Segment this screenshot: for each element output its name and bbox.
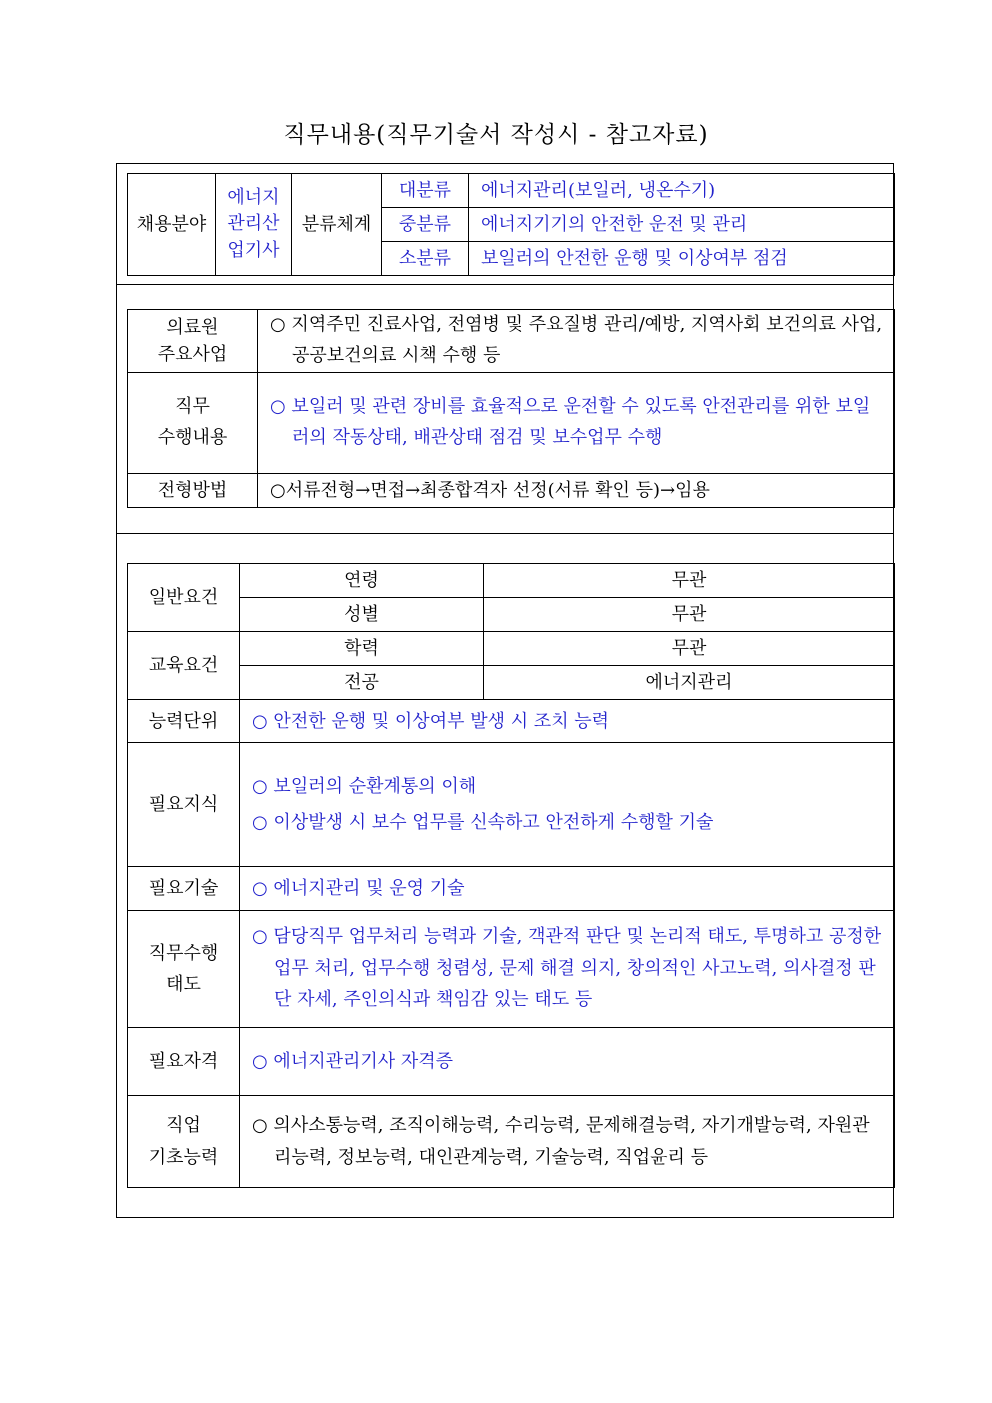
middle-class-value: 에너지기기의 안전한 운전 및 관리 — [469, 208, 895, 242]
gender-value: 무관 — [484, 598, 895, 632]
business-text: ○ 지역주민 진료사업, 전염병 및 주요질병 관리/예방, 지역사회 보건의료 사업, 공공보건의료 시책 수행 등 — [258, 310, 895, 373]
minor-class-label: 소분류 — [382, 242, 469, 276]
degree-value: 무관 — [484, 632, 895, 666]
age-label: 연령 — [240, 564, 484, 598]
knowledge-text — [240, 743, 895, 867]
skill-text: ○ 에너지관리 및 운영 기술 — [240, 867, 895, 911]
knowledge-item: ○ 이상발생 시 보수 업무를 신속하고 안전하게 수행할 기술 — [252, 811, 714, 833]
major-value: 에너지관리 — [484, 666, 895, 700]
degree-label: 학력 — [240, 632, 484, 666]
selection-label: 전형방법 — [128, 474, 258, 508]
basic-ability-label: 직업 기초능력 — [128, 1096, 240, 1188]
basic-ability-text: ○ 의사소통능력, 조직이해능력, 수리능력, 문제해결능력, 자기개발능력, 자원관리능력, 정보능력, 대인관계능력, 기술능력, 직업윤리 등 — [240, 1096, 895, 1188]
knowledge-item: ○ 보일러의 순환계통의 이해 — [252, 775, 477, 797]
selection-text: ○서류전형→면접→최종합격자 선정(서류 확인 등)→임용 — [258, 474, 895, 508]
duty-text: ○ 보일러 및 관련 장비를 효율적으로 운전할 수 있도록 안전관리를 위한 보일러의 작동상태, 배관상태 점검 및 보수업무 수행 — [258, 373, 895, 474]
section-divider — [116, 284, 894, 285]
duty-label: 직무 수행내용 — [128, 373, 258, 474]
classification-table — [127, 173, 895, 276]
attitude-text: ○ 담당직무 업무처리 능력과 기술, 객관적 판단 및 논리적 태도, 투명하고 공정한 업무 처리, 업무수행 청렴성, 문제 해결 의지, 창의적인 사고노력, 의사결정 판단 자세, 주인의식과 책임감 있는 태도 등 — [240, 911, 895, 1028]
major-label: 전공 — [240, 666, 484, 700]
education-label: 교육요건 — [128, 632, 240, 700]
general-label: 일반요건 — [128, 564, 240, 632]
major-class-value: 에너지관리(보일러, 냉온수기) — [469, 174, 895, 208]
knowledge-label: 필요지식 — [128, 743, 240, 867]
page-title: 직무내용(직무기술서 작성시 - 참고자료) — [283, 122, 709, 148]
info-table — [127, 309, 895, 508]
minor-class-value: 보일러의 안전한 운행 및 이상여부 점검 — [469, 242, 895, 276]
business-label: 의료원 주요사업 — [128, 310, 258, 373]
section-divider — [116, 533, 894, 534]
field-label: 채용분야 — [128, 174, 216, 276]
field-value: 에너지 관리산 업기사 — [216, 174, 292, 276]
competency-label: 능력단위 — [128, 700, 240, 743]
gender-label: 성별 — [240, 598, 484, 632]
age-value: 무관 — [484, 564, 895, 598]
license-label: 필요자격 — [128, 1028, 240, 1096]
major-class-label: 대분류 — [382, 174, 469, 208]
license-text: ○ 에너지관리기사 자격증 — [240, 1028, 895, 1096]
system-label: 분류체계 — [292, 174, 382, 276]
middle-class-label: 중분류 — [382, 208, 469, 242]
attitude-label: 직무수행 태도 — [128, 911, 240, 1028]
competency-text: ○ 안전한 운행 및 이상여부 발생 시 조치 능력 — [240, 700, 895, 743]
skill-label: 필요기술 — [128, 867, 240, 911]
requirements-table — [127, 563, 895, 1188]
